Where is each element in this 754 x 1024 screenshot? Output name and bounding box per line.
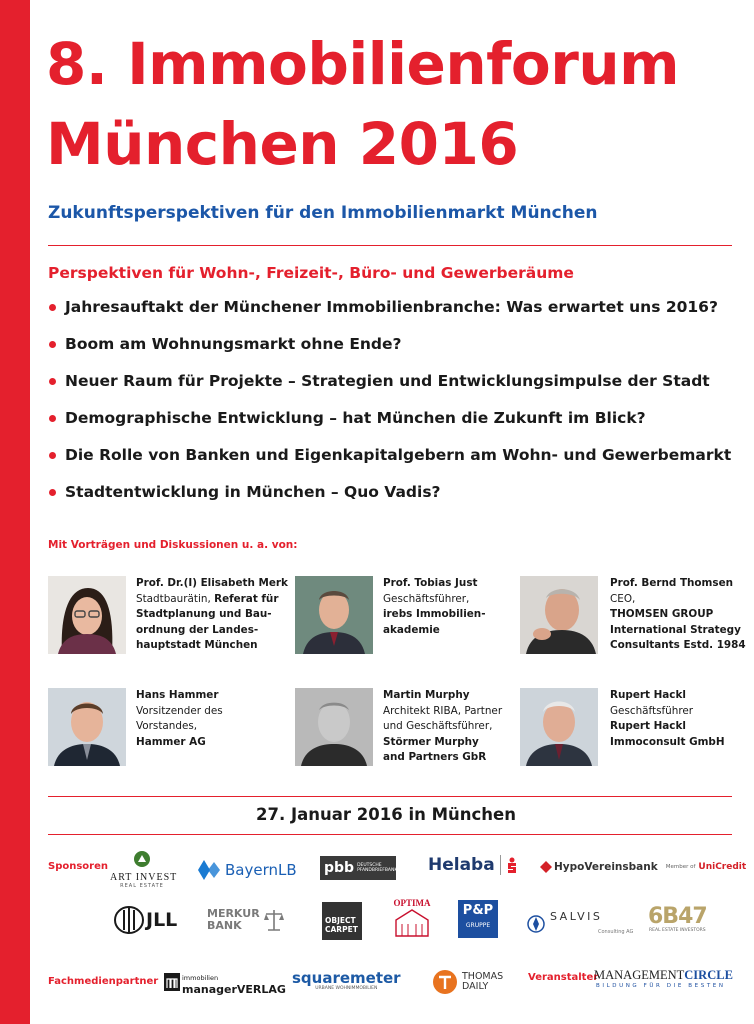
speaker-name: Hans Hammer xyxy=(136,689,219,701)
speaker-name: Prof. Bernd Thomsen xyxy=(610,577,734,589)
squaremeter-text: squaremeter xyxy=(292,969,401,987)
managementcircle-text xyxy=(594,968,733,983)
section-title: Perspektiven für Wohn-, Freizeit-, Büro- und Gewerberäume xyxy=(48,264,574,282)
speaker-name: Rupert Hackl xyxy=(610,689,686,701)
topic-text: Stadtentwicklung in München – Quo Vadis? xyxy=(65,483,441,501)
speaker-role: Vorsitzender des xyxy=(136,704,223,717)
managementcircle-text-b: CIRCLE xyxy=(684,968,733,982)
speaker-org: and Partners GbR xyxy=(383,751,487,763)
objectcarpet-text-line1: OBJECT xyxy=(325,916,356,925)
speaker-org: Stadtplanung und Bau- xyxy=(136,608,272,620)
sparkasse-s-icon xyxy=(506,857,518,873)
bullet-dot-icon xyxy=(49,415,56,422)
6b47-subtext: REAL ESTATE INVESTORS xyxy=(649,928,706,933)
topic-item xyxy=(48,298,731,335)
optima-building-icon xyxy=(392,908,432,938)
divider-top xyxy=(48,245,732,246)
speaker-org: Hammer AG xyxy=(136,735,206,748)
topic-item xyxy=(48,335,731,372)
speaker-org: THOMSEN GROUP xyxy=(610,608,714,620)
speaker-org: hauptstadt München xyxy=(136,639,258,651)
speaker-role: Geschäftsführer xyxy=(610,704,694,717)
speaker-name: Prof. Dr.(I) Elisabeth Merk xyxy=(136,577,288,589)
event-title xyxy=(46,24,679,184)
speaker-role: Architekt RIBA, Partner xyxy=(383,704,503,717)
merkur-text-line1: MERKUR xyxy=(207,907,260,920)
speaker-role-text: Stadtbaurätin, xyxy=(136,592,211,605)
pbb-subtext-line1: DEUTSCHE xyxy=(357,863,382,868)
managementcircle-logo xyxy=(594,968,733,989)
speaker-org: irebs Immobilien- xyxy=(383,608,486,620)
6b47-text: 6B47 xyxy=(648,904,707,929)
6b47-logo xyxy=(648,906,707,933)
divider-date-bottom xyxy=(48,834,732,835)
squaremeter-logo xyxy=(292,970,401,991)
salvis-text-sub: Consulting AG xyxy=(598,929,634,935)
merkurbank-logo xyxy=(207,908,284,932)
media-partners-label: Fachmedienpartner xyxy=(48,976,159,987)
hvb-emblem-icon xyxy=(540,861,552,873)
jll-text: JLL xyxy=(146,909,178,931)
speaker-org: Consultants Estd. 1984 xyxy=(610,639,746,651)
managementcircle-subtext: BILDUNG FÜR DIE BESTEN xyxy=(596,983,726,989)
speaker-card-merk xyxy=(48,576,288,656)
immobilienmanager-logo xyxy=(164,970,286,994)
speaker-role xyxy=(136,592,286,608)
speaker-role: CEO, xyxy=(610,592,636,605)
helaba-text: Helaba xyxy=(428,855,495,875)
speaker-role: Vorstandes, xyxy=(136,720,198,732)
topic-text: Boom am Wohnungsmarkt ohne Ende? xyxy=(65,335,402,353)
merkur-scale-icon xyxy=(264,908,284,932)
helaba-divider xyxy=(500,855,501,875)
speaker-role: und Geschäftsführer, xyxy=(383,720,493,732)
jll-emblem-icon xyxy=(114,906,144,934)
speaker-info xyxy=(610,688,754,750)
title-line-2: München 2016 xyxy=(46,110,519,178)
artinvest-emblem-icon xyxy=(131,850,153,868)
thomasdaily-text-line2: DAILY xyxy=(462,981,489,992)
speaker-role: Geschäftsführer, xyxy=(383,592,470,605)
thomasdaily-text-line1: THOMAS xyxy=(462,971,504,982)
merkur-text xyxy=(207,908,260,932)
thomasdaily-logo xyxy=(432,969,503,995)
pbb-subtext-line2: PFANDBRIEFBANK xyxy=(357,868,398,873)
bullet-dot-icon xyxy=(49,378,56,385)
speaker-org: Rupert Hackl xyxy=(610,720,686,732)
managementcircle-text-a: MANAGEMENT xyxy=(594,968,685,982)
helaba-logo xyxy=(428,855,518,875)
immobilienmanager-m-icon xyxy=(164,973,180,991)
merkur-text-line2: BANK xyxy=(207,919,242,932)
immobilienmanager-text-main: managerVERLAG xyxy=(182,983,286,996)
sponsors-label: Sponsoren xyxy=(48,861,109,872)
topic-text: Jahresauftakt der Münchener Immobilienbranche: Was erwartet uns 2016? xyxy=(65,298,718,316)
objectcarpet-logo xyxy=(322,902,362,940)
pbb-logo xyxy=(320,856,396,880)
optima-logo xyxy=(390,898,434,942)
pbb-subtext xyxy=(357,863,397,873)
squaremeter-subtext: URBANE WOHNIMMOBILIEN xyxy=(315,986,378,991)
speaker-org: Störmer Murphy xyxy=(383,735,479,748)
topic-item xyxy=(48,446,731,483)
hypovereinsbank-logo xyxy=(540,861,746,873)
salvis-emblem-icon xyxy=(527,915,545,933)
organizer-label: Veranstalter xyxy=(528,972,599,983)
speaker-photo xyxy=(295,688,373,766)
pbb-text: pbb xyxy=(324,860,355,876)
bullet-dot-icon xyxy=(49,341,56,348)
salvis-text-main: SALVIS xyxy=(550,910,603,923)
thomasdaily-text xyxy=(462,972,503,992)
topic-item xyxy=(48,409,731,446)
speaker-name: Martin Murphy xyxy=(383,689,470,701)
bayernlb-logo xyxy=(198,860,297,880)
objectcarpet-text-line2: CARPET xyxy=(325,925,358,934)
speaker-card-hammer xyxy=(48,688,278,768)
speakers-intro: Mit Vorträgen und Diskussionen u. a. von: xyxy=(48,539,298,551)
divider-date-top xyxy=(48,796,732,797)
speaker-card-just xyxy=(295,576,525,656)
speaker-card-thomsen xyxy=(520,576,750,656)
pp-text: P&P xyxy=(462,903,494,918)
speaker-photo xyxy=(520,688,598,766)
artinvest-subtext: REAL ESTATE xyxy=(120,883,164,889)
jll-logo xyxy=(114,906,177,934)
event-date: 27. Januar 2016 in München xyxy=(256,805,516,824)
optima-text: OPTIMA xyxy=(393,898,431,908)
topic-text: Demographische Entwicklung – hat München die Zukunft im Blick? xyxy=(65,409,646,427)
salvis-logo xyxy=(527,909,633,938)
topic-text: Die Rolle von Banken und Eigenkapitalgebern am Wohn- und Gewerbemarkt xyxy=(65,446,732,464)
speaker-role-highlight: Referat für xyxy=(214,592,279,605)
thomasdaily-emblem-icon xyxy=(432,969,458,995)
hvb-member-text: Member of xyxy=(665,864,696,870)
bayernlb-text: BayernLB xyxy=(225,861,297,879)
speaker-info xyxy=(136,576,286,654)
speaker-org: International Strategy xyxy=(610,623,741,636)
speaker-photo xyxy=(48,688,126,766)
artinvest-logo xyxy=(110,850,178,889)
bayernlb-diamond-icon xyxy=(198,860,220,880)
bullet-dot-icon xyxy=(49,304,56,311)
speaker-org: Immoconsult GmbH xyxy=(610,735,725,748)
speaker-org: ordnung der Landes- xyxy=(136,623,259,636)
speaker-card-murphy xyxy=(295,688,525,768)
hvb-text: HypoVereinsbank xyxy=(554,861,658,873)
immobilienmanager-text xyxy=(182,970,286,994)
topic-item xyxy=(48,483,731,520)
topic-item xyxy=(48,372,731,409)
speaker-org: akademie xyxy=(383,623,440,636)
speaker-card-hackl xyxy=(520,688,750,768)
speaker-info xyxy=(383,688,533,766)
topic-text: Neuer Raum für Projekte – Strategien und Entwicklungsimpulse der Stadt xyxy=(65,372,710,390)
speaker-info xyxy=(610,576,754,654)
bullet-dot-icon xyxy=(49,489,56,496)
speaker-photo xyxy=(520,576,598,654)
artinvest-text: ART INVEST xyxy=(110,872,178,883)
unicredit-text: UniCredit xyxy=(698,862,747,872)
salvis-text xyxy=(550,909,633,938)
pp-subtext: GRUPPE xyxy=(465,922,491,929)
speaker-info xyxy=(136,688,286,750)
left-red-bar xyxy=(0,0,30,1024)
speaker-name: Prof. Tobias Just xyxy=(383,577,478,589)
pp-gruppe-logo xyxy=(458,900,498,938)
bullet-dot-icon xyxy=(49,452,56,459)
title-line-1: 8. Immobilienforum xyxy=(46,30,680,98)
speaker-info xyxy=(383,576,533,638)
speaker-photo xyxy=(295,576,373,654)
immobilienmanager-text-top: immobilien xyxy=(182,974,219,982)
subtitle: Zukunftsperspektiven für den Immobilienmarkt München xyxy=(48,203,598,223)
topic-list xyxy=(48,298,731,520)
speaker-photo xyxy=(48,576,126,654)
